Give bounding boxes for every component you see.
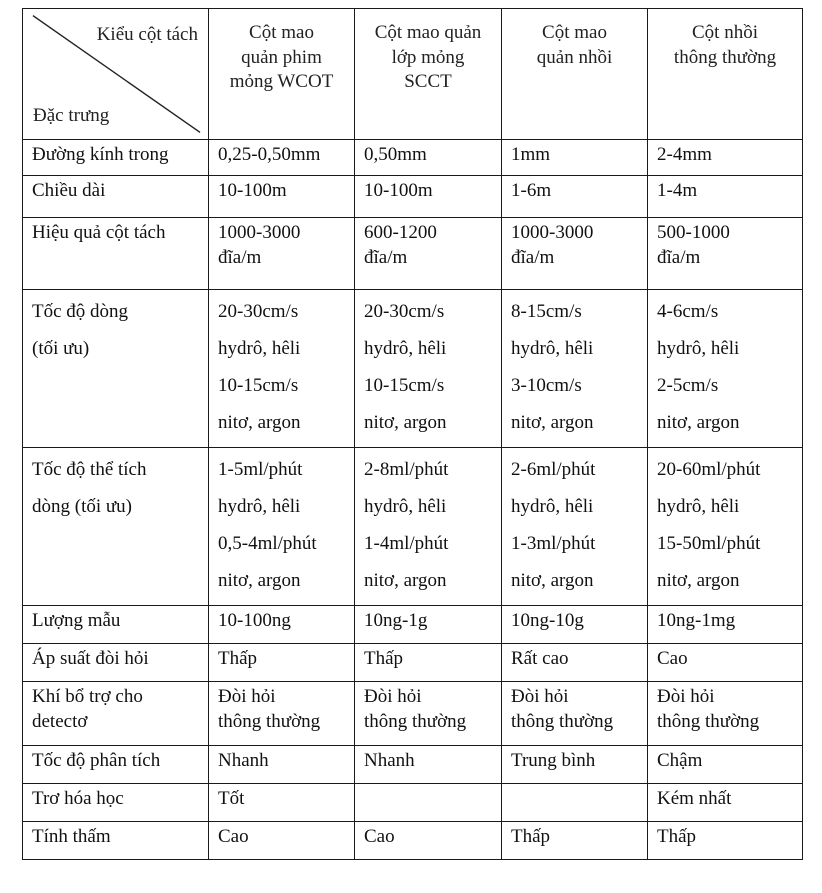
cell-line: thông thường <box>657 710 760 732</box>
cell-line: đĩa/m <box>218 246 262 268</box>
cell-line: đĩa/m <box>657 246 701 268</box>
cell-line: nitơ, argon <box>511 412 594 434</box>
row-label-cell <box>23 176 209 218</box>
table-cell <box>355 176 502 218</box>
table-cell <box>502 784 648 822</box>
table-cell <box>209 448 355 606</box>
cell-line: 10ng-1mg <box>657 610 736 631</box>
cell-line: 3-10cm/s <box>511 375 582 397</box>
cell-line: nitơ, argon <box>364 570 447 592</box>
row-label-cell <box>23 290 209 448</box>
table-cell <box>209 746 355 784</box>
cell-line: 1-4m <box>657 180 698 201</box>
cell-line: 1000-3000 <box>218 222 301 243</box>
cell-line: 0,25-0,50mm <box>218 144 321 165</box>
table-cell <box>355 746 502 784</box>
table-cell <box>648 176 803 218</box>
header-row <box>23 9 803 140</box>
row-label-cell <box>23 448 209 606</box>
cell-line: đĩa/m <box>364 246 408 268</box>
cell-line: Cao <box>218 826 249 847</box>
cell-line: 10-100ng <box>218 610 291 631</box>
table-cell <box>648 606 803 644</box>
cell-line: nitơ, argon <box>511 570 594 592</box>
table-cell <box>502 176 648 218</box>
cell-line: đĩa/m <box>511 246 555 268</box>
cell-line: Thấp <box>364 648 404 669</box>
table-row <box>23 140 803 176</box>
column-header <box>355 9 502 140</box>
row-label-cell <box>23 218 209 290</box>
corner-top-label: Kiểu cột tách <box>96 24 198 45</box>
cell-line: nitơ, argon <box>218 412 301 434</box>
column-header <box>209 9 355 140</box>
table-cell <box>209 822 355 860</box>
cell-line: nitơ, argon <box>657 570 740 592</box>
column-header <box>502 9 648 140</box>
table-cell <box>209 176 355 218</box>
table-cell <box>648 448 803 606</box>
table-cell <box>648 822 803 860</box>
cell-line: hydrô, hêli <box>218 338 301 360</box>
column-header-line: Cột mao <box>249 22 314 43</box>
cell-line: nitơ, argon <box>364 412 447 434</box>
cell-line: hydrô, hêli <box>511 496 594 518</box>
column-header-line: SCCT <box>404 71 452 93</box>
cell-line: 10-100m <box>364 180 433 201</box>
table-cell <box>502 218 648 290</box>
cell-line: hydrô, hêli <box>657 496 740 518</box>
row-label-line: (tối ưu) <box>32 338 90 360</box>
cell-line: Nhanh <box>364 750 415 771</box>
table-cell <box>355 644 502 682</box>
cell-line: nitơ, argon <box>218 570 301 592</box>
column-header-line: lớp mỏng <box>391 46 465 68</box>
row-label-line: detectơ <box>32 710 88 732</box>
row-label-line: Tính thấm <box>32 826 111 847</box>
cell-line: 1-5ml/phút <box>218 459 303 480</box>
row-label-line: Tốc độ thể tích <box>32 459 147 480</box>
cell-line: Chậm <box>657 750 703 771</box>
cell-line: thông thường <box>511 710 614 732</box>
cell-line: hydrô, hêli <box>364 338 447 360</box>
row-label-line: Chiều dài <box>32 180 106 201</box>
cell-line: 1000-3000 <box>511 222 594 243</box>
table-cell <box>355 218 502 290</box>
table-cell <box>502 606 648 644</box>
table-cell <box>209 784 355 822</box>
cell-line: 2-4mm <box>657 144 712 165</box>
table-row <box>23 784 803 822</box>
table-row <box>23 448 803 606</box>
table-cell <box>355 290 502 448</box>
column-header-line: mỏng WCOT <box>229 71 334 93</box>
cell-line: 1-4ml/phút <box>364 533 449 555</box>
cell-line: Tốt <box>218 788 245 809</box>
table-row <box>23 682 803 746</box>
table-cell <box>648 784 803 822</box>
column-header <box>648 9 803 140</box>
cell-line: thông thường <box>364 710 467 732</box>
row-label-line: dòng (tối ưu) <box>32 496 133 518</box>
table-cell <box>355 682 502 746</box>
cell-line: 10ng-1g <box>364 610 428 631</box>
table-cell <box>209 218 355 290</box>
cell-line: Đòi hỏi <box>218 686 276 707</box>
table-cell <box>502 644 648 682</box>
corner-bottom-label: Đặc trưng <box>33 105 110 127</box>
table-body <box>23 140 803 860</box>
cell-line: 1-3ml/phút <box>511 533 596 555</box>
column-header-line: quản phim <box>241 46 322 68</box>
cell-line: Đòi hỏi <box>657 686 715 707</box>
cell-line: hydrô, hêli <box>218 496 301 518</box>
cell-line: 20-60ml/phút <box>657 459 761 480</box>
table-cell <box>355 140 502 176</box>
table-cell <box>502 682 648 746</box>
column-header-line: Cột mao quản <box>374 22 482 43</box>
cell-line: 20-30cm/s <box>364 301 445 322</box>
table-cell <box>502 822 648 860</box>
cell-line: Nhanh <box>218 750 269 771</box>
cell-line: 4-6cm/s <box>657 301 719 322</box>
row-label-cell <box>23 644 209 682</box>
table-row <box>23 746 803 784</box>
table-cell <box>355 784 502 822</box>
table-cell <box>355 822 502 860</box>
table-row <box>23 606 803 644</box>
cell-line: 0,5-4ml/phút <box>218 533 317 555</box>
row-label-line: Tốc độ dòng <box>32 301 129 322</box>
cell-line: 500-1000 <box>657 222 730 243</box>
column-header-line: Cột mao <box>542 22 607 43</box>
table-cell <box>355 606 502 644</box>
column-header-line: quản nhồi <box>536 46 613 68</box>
table-cell <box>502 140 648 176</box>
table-cell <box>648 746 803 784</box>
table-row <box>23 218 803 290</box>
table-cell <box>209 606 355 644</box>
cell-line: 20-30cm/s <box>218 301 299 322</box>
row-label-line: Lượng mẫu <box>32 610 121 631</box>
table-cell <box>648 682 803 746</box>
cell-line: 2-5cm/s <box>657 375 719 397</box>
cell-line: 1-6m <box>511 180 552 201</box>
row-label-cell <box>23 746 209 784</box>
cell-line: Đòi hỏi <box>511 686 569 707</box>
row-label-cell <box>23 822 209 860</box>
cell-line: nitơ, argon <box>657 412 740 434</box>
row-label-line: Hiệu quả cột tách <box>32 222 166 243</box>
table-cell <box>502 448 648 606</box>
table-cell <box>502 290 648 448</box>
column-comparison-table <box>22 8 803 860</box>
cell-line: 10-15cm/s <box>364 375 445 397</box>
cell-line: Thấp <box>511 826 551 847</box>
table-row <box>23 290 803 448</box>
table-cell <box>648 140 803 176</box>
cell-line: 0,50mm <box>364 144 427 165</box>
cell-line: hydrô, hêli <box>657 338 740 360</box>
cell-line: hydrô, hêli <box>511 338 594 360</box>
row-label-line: Đường kính trong <box>32 144 169 165</box>
cell-line: Trung bình <box>511 750 596 771</box>
row-label-line: Tốc độ phân tích <box>32 750 161 771</box>
cell-line: Cao <box>657 648 688 669</box>
table-cell <box>209 140 355 176</box>
row-label-line: Trơ hóa học <box>32 788 124 809</box>
row-label-cell <box>23 140 209 176</box>
cell-line: 10ng-10g <box>511 610 584 631</box>
table-row <box>23 176 803 218</box>
cell-line: 10-15cm/s <box>218 375 299 397</box>
cell-line: Cao <box>364 826 395 847</box>
cell-line: thông thường <box>218 710 321 732</box>
column-header-line: thông thường <box>673 46 777 68</box>
cell-line: 2-6ml/phút <box>511 459 596 480</box>
cell-line: 15-50ml/phút <box>657 533 761 555</box>
table-cell <box>209 290 355 448</box>
table-cell <box>648 644 803 682</box>
cell-line: Kém nhất <box>657 788 732 809</box>
table-cell <box>502 746 648 784</box>
table-row <box>23 644 803 682</box>
cell-line: Rất cao <box>511 648 569 669</box>
cell-line: 2-8ml/phút <box>364 459 449 480</box>
table-row <box>23 822 803 860</box>
cell-line: Thấp <box>657 826 697 847</box>
cell-line: 600-1200 <box>364 222 437 243</box>
row-label-cell <box>23 606 209 644</box>
cell-line: 1mm <box>511 144 551 165</box>
table-cell <box>355 448 502 606</box>
cell-line: Thấp <box>218 648 258 669</box>
corner-header-cell <box>23 9 209 140</box>
cell-line: Đòi hỏi <box>364 686 422 707</box>
row-label-line: Áp suất đòi hỏi <box>32 648 149 669</box>
table-cell <box>648 218 803 290</box>
row-label-cell <box>23 784 209 822</box>
row-label-line: Khí bổ trợ cho <box>32 686 143 707</box>
row-label-cell <box>23 682 209 746</box>
cell-line: hydrô, hêli <box>364 496 447 518</box>
table-cell <box>209 644 355 682</box>
cell-line: 10-100m <box>218 180 287 201</box>
table-cell <box>648 290 803 448</box>
table-cell <box>209 682 355 746</box>
column-header-line: Cột nhồi <box>692 22 758 43</box>
cell-line: 8-15cm/s <box>511 301 582 322</box>
